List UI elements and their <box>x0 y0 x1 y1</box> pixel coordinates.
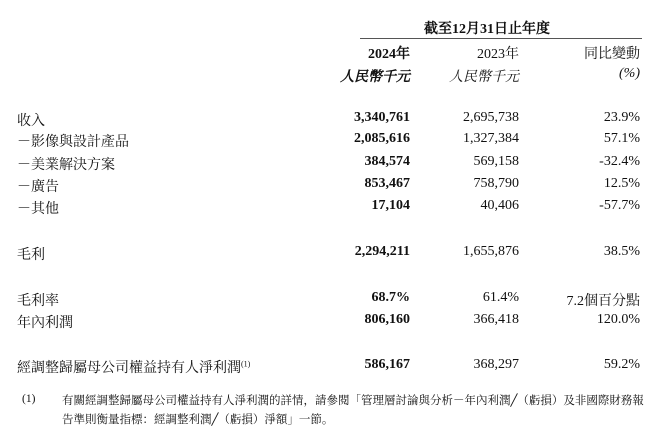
row-beauty-2024: 384,574 <box>364 154 410 169</box>
row-adjusted-net-profit-2024: 586,167 <box>364 357 410 372</box>
row-advertising-2024: 853,467 <box>364 176 410 191</box>
row-beauty-2023: 569,158 <box>473 154 519 169</box>
row-gross-profit-change: 38.5% <box>603 244 640 259</box>
row-label-profit-year: 年內利潤 <box>17 316 73 331</box>
header-rule <box>360 38 642 39</box>
row-imaging-change: 57.1% <box>603 131 640 146</box>
row-imaging-2024: 2,085,616 <box>354 131 410 146</box>
col-change-unit: (%) <box>619 66 640 81</box>
footnote-text: 有關經調整歸屬母公司權益持有人淨利潤的詳情，請參閱「管理層討論與分析－年內利潤╱（虧損）及非國際財務報告準則衡量指標：經調整利潤╱（虧損）淨額」一節。 <box>62 395 644 426</box>
row-advertising-2023: 758,790 <box>473 176 519 191</box>
col-2024-unit: 人民幣千元 <box>340 70 410 85</box>
col-2023-unit: 人民幣千元 <box>449 70 519 85</box>
row-label-gross-margin: 毛利率 <box>17 294 59 309</box>
row-profit-year-change: 120.0% <box>596 312 640 327</box>
row-imaging-2023: 1,327,384 <box>463 131 519 146</box>
footnote-marker: (1) <box>241 359 251 369</box>
row-gross-profit-2023: 1,655,876 <box>463 244 519 259</box>
adjusted-net-profit-text: 經調整歸屬母公司權益持有人淨利潤 <box>17 361 241 376</box>
row-beauty-change: -32.4% <box>599 154 640 169</box>
row-label-advertising: －廣告 <box>17 180 59 195</box>
row-label-revenue: 收入 <box>17 114 45 129</box>
row-others-change: -57.7% <box>599 198 640 213</box>
row-label-beauty: －美業解決方案 <box>17 158 115 173</box>
row-adjusted-net-profit-change: 59.2% <box>603 357 640 372</box>
row-gross-margin-2023: 61.4% <box>482 290 519 305</box>
row-adjusted-net-profit-2023: 368,297 <box>473 357 519 372</box>
footnote-number: (1) <box>22 393 36 405</box>
period-heading: 截至12月31日止年度 <box>424 22 550 37</box>
row-label-imaging: －影像與設計產品 <box>17 135 129 150</box>
row-advertising-change: 12.5% <box>603 176 640 191</box>
row-profit-year-2024: 806,160 <box>364 312 410 327</box>
col-2024-year: 2024年 <box>368 47 410 62</box>
row-label-others: －其他 <box>17 202 59 217</box>
row-profit-year-2023: 366,418 <box>473 312 519 327</box>
col-change-title: 同比變動 <box>584 47 640 62</box>
row-revenue-2023: 2,695,738 <box>463 110 519 125</box>
row-gross-profit-2024: 2,294,211 <box>354 244 410 259</box>
row-gross-margin-change: 7.2個百分點 <box>566 294 640 309</box>
row-others-2023: 40,406 <box>480 198 519 213</box>
row-others-2024: 17,104 <box>371 198 410 213</box>
col-2023-year: 2023年 <box>477 47 519 62</box>
row-revenue-change: 23.9% <box>603 110 640 125</box>
row-label-adjusted-net-profit <box>17 357 250 377</box>
row-label-gross-profit: 毛利 <box>17 248 45 263</box>
row-revenue-2024: 3,340,761 <box>354 110 410 125</box>
row-gross-margin-2024: 68.7% <box>371 290 410 305</box>
